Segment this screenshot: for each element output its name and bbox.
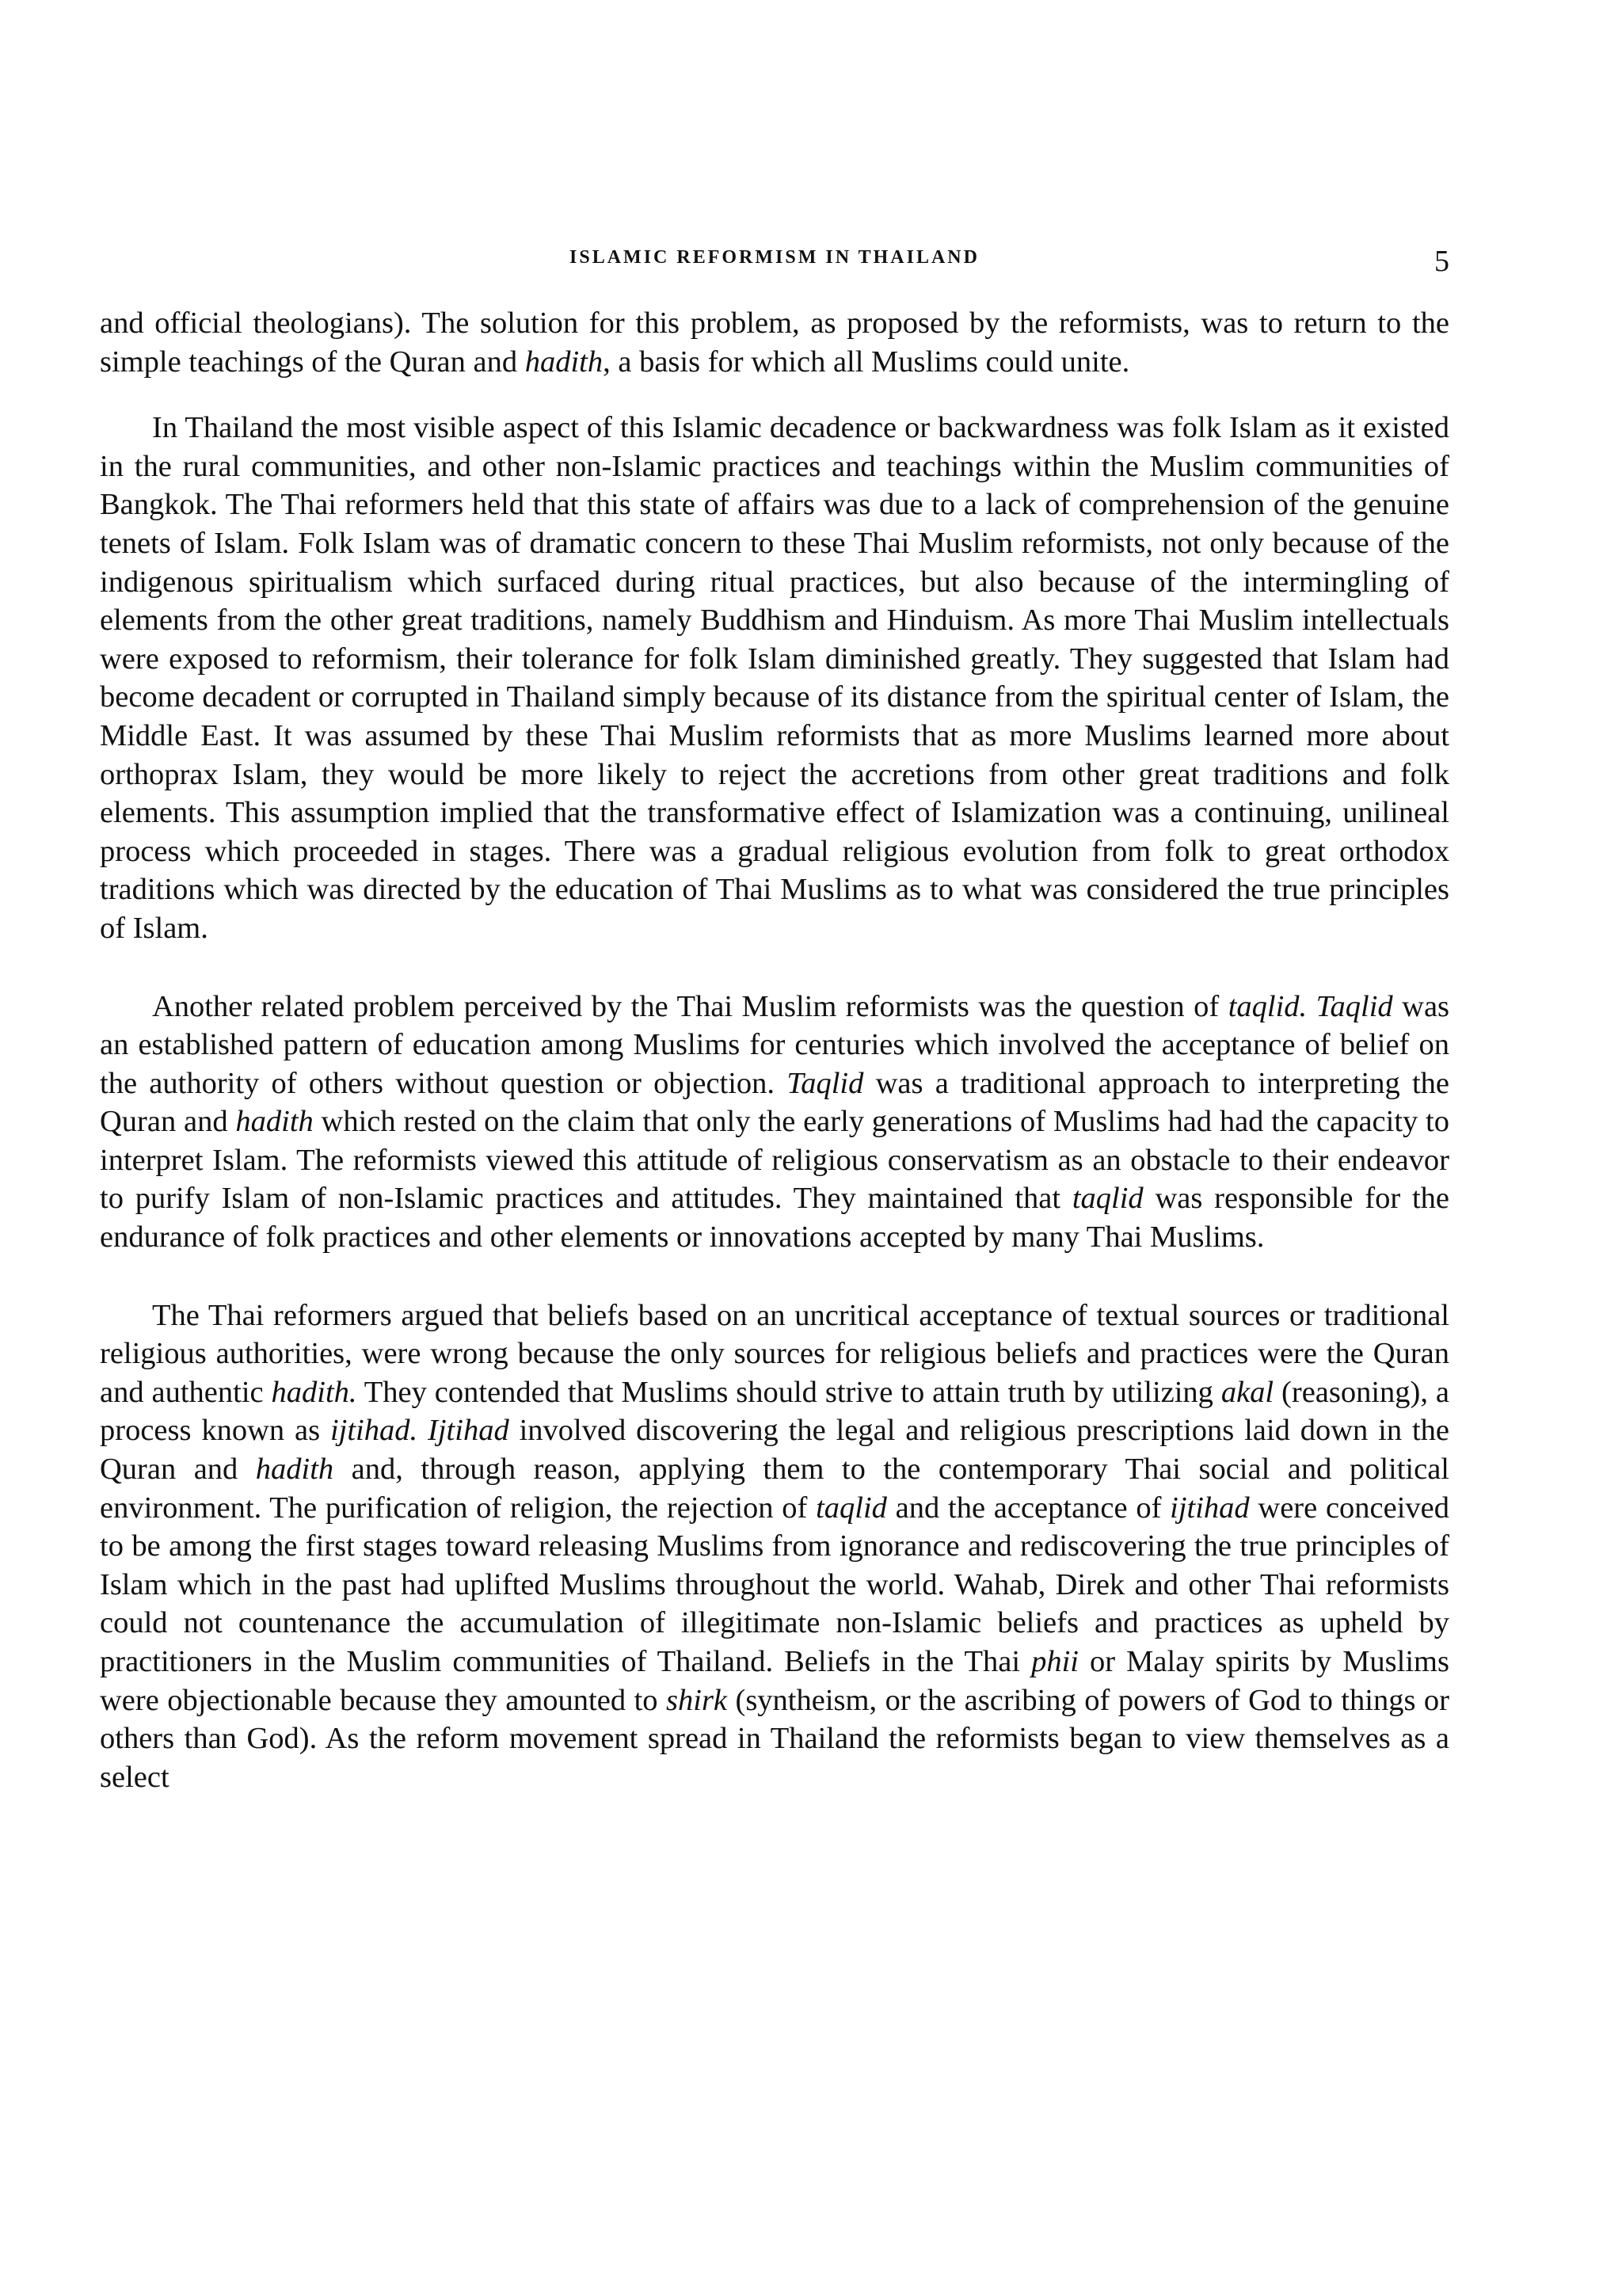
text-run: (reasoning), a process known as: [100, 1375, 1449, 1448]
text-run: and official theologians). The solution for this problem, as proposed by the reformists, was to return to the simple teachings of the Quran and: [100, 307, 1449, 379]
page-number: 5: [1434, 245, 1449, 278]
text-run: They contended that Muslims should strive to attain truth by utilizing: [356, 1375, 1221, 1409]
italic-term: ijtihad: [1170, 1491, 1250, 1525]
text-run: and, through reason, applying them to the contemporary Thai social and political environment. The purification of religion, the rejection of: [100, 1453, 1449, 1525]
italic-term: taqlid: [816, 1491, 887, 1525]
text-run: (syntheism, or the ascribing of powers of God to things or others than God). As the reform movement spread in Thailand the reformists began to view themselves as a select: [100, 1683, 1449, 1794]
text-run: , a basis for which all Muslims could unite.: [603, 345, 1130, 379]
italic-term: akal: [1220, 1375, 1274, 1409]
text-run: Another related problem perceived by the Thai Muslim reformists was the question of: [152, 989, 1228, 1023]
paragraph-4: [100, 1296, 1449, 1797]
body-text: [100, 304, 1449, 1796]
text-run: or Malay spirits by Muslims were objectionable because they amounted to: [100, 1645, 1449, 1717]
text-run: was an established pattern of education among Muslims for centuries which involved the acceptance of belief on the authority of others without question or objection.: [100, 989, 1450, 1100]
text-run: involved discovering the legal and religious prescriptions laid down in the Quran and: [100, 1414, 1450, 1487]
italic-term: shirk: [666, 1683, 728, 1717]
italic-term: Taqlid: [1315, 989, 1393, 1023]
italic-term: taqlid: [1072, 1182, 1144, 1216]
text-run: [1307, 990, 1315, 1023]
text-run: was responsible for the endurance of folk practices and other elements or innovations accepted by many Thai Muslims.: [100, 1182, 1449, 1255]
italic-term: Ijtihad: [428, 1414, 509, 1448]
italic-term: taqlid.: [1228, 989, 1308, 1023]
text-run: [417, 1414, 428, 1447]
running-head: [100, 247, 1449, 279]
text-run: and the acceptance of: [886, 1491, 1171, 1525]
italic-term: hadith: [524, 345, 603, 379]
paragraph-1: [100, 304, 1449, 381]
paragraph-2: [100, 409, 1449, 947]
italic-term: hadith.: [271, 1375, 357, 1409]
text-run: which rested on the claim that only the early generations of Muslims had had the capacity to interpret Islam. The reformists viewed this attitude of religious conservatism as an obstacle to their endeavor to purify Islam of non-Islamic practices and attitudes. They maintained that: [100, 1105, 1449, 1216]
italic-term: phii: [1031, 1645, 1079, 1678]
text-run: was a traditional approach to interpreting the Quran and: [100, 1066, 1449, 1139]
italic-term: ijtihad.: [329, 1414, 418, 1448]
italic-term: hadith: [235, 1105, 314, 1139]
running-title: ISLAMIC REFORMISM IN THAILAND: [569, 247, 980, 268]
italic-term: Taqlid: [786, 1066, 864, 1100]
text-run: In Thailand the most visible aspect of this Islamic decadence or backwardness was folk Islam as it existed in the rural communities, and other non-Islamic practices and teachings within the Muslim communities of Bangkok. The Thai reformers held that this state of affairs was due to a lack of comprehension of the genuine tenets of Islam. Folk Islam was of dramatic concern to these Thai Muslim reformists, not only because of the indigenous spiritualism which surfaced during ritual practices, but also because of the intermingling of elements from the other great traditions, namely Buddhism and Hinduism. As more Thai Muslim intellectuals were exposed to reformism, their tolerance for folk Islam diminished greatly. They suggested that Islam had become decadent or corrupted in Thailand simply because of its distance from the spiritual center of Islam, the Middle East. It was assumed by these Thai Muslim reformists that as more Muslims learned more about orthoprax Islam, they would be more likely to reject the accretions from other great traditions and folk elements. This assumption implied that the transformative effect of Islamization was a continuing, unilineal process which proceeded in stages. There was a gradual religious evolution from folk to great orthodox traditions which was directed by the education of Thai Muslims as to what was considered the true principles of Islam.: [100, 411, 1449, 945]
paragraph-3: [100, 988, 1449, 1257]
italic-term: hadith: [255, 1453, 334, 1487]
text-run: The Thai reformers argued that beliefs based on an uncritical acceptance of textual sources or traditional religious authorities, were wrong because the only sources for religious beliefs and practices were the Quran and authentic: [100, 1298, 1449, 1409]
text-run: were conceived to be among the first stages toward releasing Muslims from ignorance and rediscovering the true principles of Islam which in the past had uplifted Muslims throughout the world. Wahab, Direk and other Thai reformists could not countenance the accumulation of illegitimate non-Islamic beliefs and practices as upheld by practitioners in the Muslim communities of Thailand. Beliefs in the Thai: [100, 1491, 1449, 1678]
